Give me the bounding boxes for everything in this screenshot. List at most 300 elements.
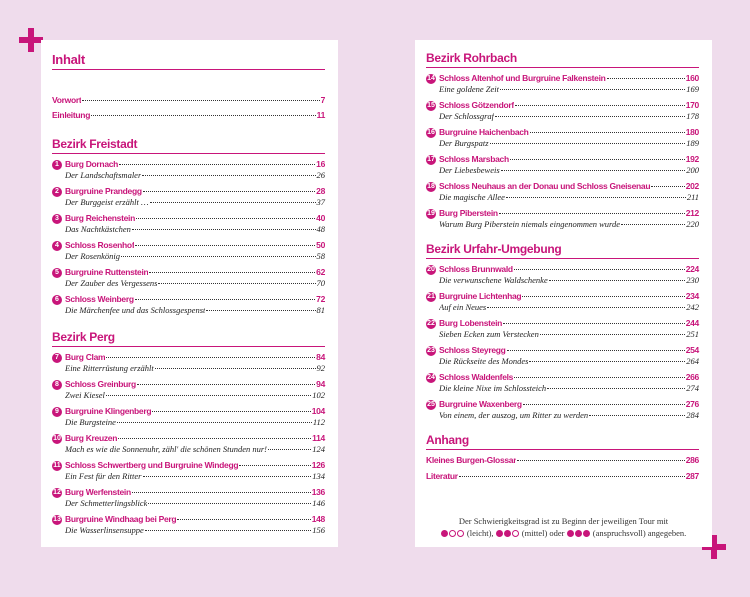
section-title: Bezirk Perg [52, 330, 115, 344]
toc-entry[interactable] [426, 399, 699, 421]
legend-hard: (anspruchsvoll) angegeben. [592, 528, 687, 538]
tour-number-badge: 13 [53, 516, 61, 523]
story-page: 211 [686, 192, 699, 202]
left-page [41, 40, 338, 547]
entry-line [65, 460, 325, 471]
entry-page: 136 [311, 487, 325, 497]
story-title: Mach es wie die Sonnenuhr, zähl' die schönen Stunden nur! [65, 444, 268, 454]
toc-entry[interactable] [52, 213, 325, 235]
toc-entry[interactable] [52, 487, 325, 509]
dot-leader [145, 530, 311, 531]
entry-title: Burgruine Windhaag bei Perg [65, 514, 177, 524]
story-page: 70 [316, 278, 325, 288]
story-title: Warum Burg Piberstein niemals eingenommen wurde [439, 219, 621, 229]
story-line [439, 165, 699, 176]
dot-leader [148, 503, 311, 504]
story-line [439, 192, 699, 203]
story-page: 178 [686, 111, 699, 121]
tour-number-badge: 16 [427, 129, 435, 136]
toc-entry[interactable] [426, 100, 699, 122]
dot-leader [495, 116, 685, 117]
toc-entry[interactable] [52, 186, 325, 208]
legend-intro: Der Schwierigkeitsgrad ist zu Beginn der jeweiligen Tour mit [458, 516, 669, 526]
entry-page: 234 [685, 291, 699, 301]
tour-number-badge: 22 [427, 320, 435, 327]
toc-entry[interactable] [426, 264, 699, 286]
difficulty-easy-icon [441, 528, 465, 538]
legend-easy: (leicht), [466, 528, 494, 538]
appendix-title: Anhang [426, 433, 469, 447]
story-title: Die verwunschene Waldschenke [439, 275, 548, 285]
toc-entry[interactable] [52, 294, 325, 316]
entry-title: Burgruine Lichtenhag [439, 291, 522, 301]
entry-title: Schloss Schwertberg und Burgruine Windegg [65, 460, 239, 470]
dot-leader [135, 299, 315, 300]
toc-entry[interactable] [52, 159, 325, 181]
toc-entry[interactable] [52, 352, 325, 374]
difficulty-hard-icon [567, 528, 591, 538]
entry-page: 266 [685, 372, 699, 382]
story-line [65, 251, 325, 262]
entry-title: Schloss Götzendorf [439, 100, 514, 110]
entry-page: 114 [312, 433, 325, 443]
story-line [65, 363, 325, 374]
entry-line [65, 352, 325, 363]
section-title: Bezirk Urfahr-Umgebung [426, 242, 562, 256]
story-line [439, 84, 699, 95]
entry-page: 28 [316, 186, 325, 196]
story-line [65, 305, 325, 316]
tour-number-badge: 9 [52, 407, 62, 417]
plus-decoration-top-left [19, 28, 43, 52]
story-page: 37 [316, 197, 325, 207]
story-title: Die Rückseite des Mondes [439, 356, 529, 366]
legend-medium: (mittel) oder [521, 528, 565, 538]
difficulty-legend [426, 515, 701, 539]
story-line [439, 302, 699, 313]
story-line [65, 197, 325, 208]
right-sections [426, 51, 699, 421]
dot-leader [507, 350, 685, 351]
dot-leader [607, 78, 685, 79]
toc-entry[interactable] [52, 460, 325, 482]
dot-leader [490, 143, 686, 144]
story-line [439, 329, 699, 340]
entry-page: 40 [316, 213, 325, 223]
dot-leader [136, 218, 315, 219]
story-line [65, 278, 325, 289]
entry-page: 72 [316, 294, 325, 304]
dot-leader [91, 115, 316, 116]
story-line [65, 444, 325, 455]
tour-number-badge: 12 [53, 489, 61, 496]
entry-title: Burgruine Haichenbach [439, 127, 529, 137]
entry-title: Schloss Greinburg [65, 379, 136, 389]
story-page: 274 [686, 383, 699, 393]
appendix-section [426, 433, 699, 482]
entry-page: 180 [685, 127, 699, 137]
dot-leader [523, 404, 685, 405]
tour-number-badge: 10 [53, 435, 61, 442]
entry-line [439, 154, 699, 165]
toc-section [426, 242, 699, 421]
dot-leader [501, 170, 686, 171]
tour-number-badge: 11 [53, 462, 61, 469]
entry-page: 287 [685, 471, 699, 481]
entry-page: 16 [316, 159, 325, 169]
toc-entry[interactable] [52, 240, 325, 262]
dot-leader [503, 323, 685, 324]
section-rule [52, 153, 325, 154]
toc-entry[interactable] [52, 379, 325, 401]
entry-title: Schloss Altenhof und Burgruine Falkenstein [439, 73, 606, 83]
entry-line [439, 264, 699, 275]
tour-number-badge: 2 [52, 187, 62, 197]
right-page [415, 40, 712, 547]
entry-line [439, 372, 699, 383]
entry-page: 11 [316, 110, 325, 120]
toc-entry[interactable] [426, 181, 699, 203]
entry-line [65, 433, 325, 444]
toc-entry[interactable] [52, 110, 325, 121]
dot-leader [158, 283, 315, 284]
entry-title: Burg Kreuzen [65, 433, 118, 443]
dot-leader [510, 159, 685, 160]
story-title: Der Burgspatz [439, 138, 489, 148]
entry-line [65, 514, 325, 525]
story-title: Der Schmetterlingsblick [65, 498, 148, 508]
dot-leader [487, 307, 685, 308]
story-title: Der Landschaftsmaler [65, 170, 142, 180]
toc-entry[interactable] [426, 154, 699, 176]
tour-number-badge: 8 [52, 380, 62, 390]
story-line [439, 410, 699, 421]
entry-title: Schloss Neuhaus an der Donau und Schloss Gneisenau [439, 181, 651, 191]
entry-line [65, 406, 325, 417]
story-title: Der Schlossgraf [439, 111, 495, 121]
story-page: 284 [686, 410, 699, 420]
section-title: Bezirk Freistadt [52, 137, 138, 151]
entry-title: Burg Werfenstein [65, 487, 131, 497]
section-rule [426, 258, 699, 259]
story-title: Von einem, der auszog, um Ritter zu werden [439, 410, 589, 420]
dot-leader [529, 361, 685, 362]
story-page: 156 [312, 525, 325, 535]
tour-number-badge: 21 [427, 293, 435, 300]
entry-page: 170 [685, 100, 699, 110]
story-title: Eine goldene Zeit [439, 84, 499, 94]
dot-leader [177, 519, 310, 520]
entry-page: 244 [685, 318, 699, 328]
toc-entry[interactable] [426, 73, 699, 95]
dot-leader [132, 492, 311, 493]
entry-page: 160 [685, 73, 699, 83]
entry-page: 212 [685, 208, 699, 218]
tour-number-badge: 23 [427, 347, 435, 354]
entry-line [65, 487, 325, 498]
entry-line [65, 294, 325, 305]
difficulty-medium-icon [496, 528, 520, 538]
toc-section [52, 137, 325, 316]
toc-entry[interactable] [52, 267, 325, 289]
entry-title: Burgruine Prandegg [65, 186, 142, 196]
story-page: 26 [316, 170, 325, 180]
toc-section [426, 51, 699, 230]
dot-leader [150, 202, 316, 203]
entry-title: Burg Dornach [65, 159, 119, 169]
story-line [439, 383, 699, 394]
tour-number-badge: 4 [52, 241, 62, 251]
entry-page: 94 [316, 379, 325, 389]
entry-title: Schloss Waldenfels [439, 372, 514, 382]
story-page: 169 [686, 84, 699, 94]
story-line [439, 275, 699, 286]
tour-number-badge: 3 [52, 214, 62, 224]
story-title: Der Burggeist erzählt … [65, 197, 149, 207]
section-rule [426, 67, 699, 68]
entry-title: Schloss Rosenhof [65, 240, 135, 250]
toc-entry[interactable] [426, 318, 699, 340]
tour-number-badge: 6 [52, 295, 62, 305]
appendix-list [426, 455, 699, 482]
toc-entry[interactable] [52, 514, 325, 536]
tour-number-badge: 14 [427, 75, 435, 82]
dot-leader [149, 272, 315, 273]
tour-number-badge: 20 [427, 266, 435, 273]
toc-entry[interactable] [52, 433, 325, 455]
entry-title: Kleines Burgen-Glossar [426, 455, 517, 465]
toc-entry[interactable] [426, 208, 699, 230]
toc-entry[interactable] [426, 345, 699, 367]
story-title: Der Liebesbeweis [439, 165, 500, 175]
dot-leader [121, 256, 315, 257]
dot-leader [517, 460, 684, 461]
story-page: 48 [316, 224, 325, 234]
entry-page: 286 [685, 455, 699, 465]
entry-page: 62 [316, 267, 325, 277]
entry-page: 7 [320, 95, 325, 105]
entry-line [65, 186, 325, 197]
story-line [65, 224, 325, 235]
entry-title: Einleitung [52, 110, 91, 120]
tour-number-badge: 25 [427, 401, 435, 408]
story-line [439, 356, 699, 367]
dot-leader [547, 388, 685, 389]
entry-page: 104 [311, 406, 325, 416]
entry-line [439, 318, 699, 329]
story-line [65, 525, 325, 536]
entry-title: Burg Reichenstein [65, 213, 135, 223]
dot-leader [132, 229, 316, 230]
dot-leader [530, 132, 685, 133]
story-line [65, 170, 325, 181]
story-page: 200 [686, 165, 699, 175]
tour-number-badge: 1 [52, 160, 62, 170]
entry-line [439, 73, 699, 84]
story-title: Auf ein Neues [439, 302, 487, 312]
story-title: Eine Ritterrüstung erzählt [65, 363, 154, 373]
toc-entry[interactable] [426, 372, 699, 394]
story-title: Das Nachtkästchen [65, 224, 131, 234]
story-line [65, 471, 325, 482]
entry-title: Burgruine Klingenberg [65, 406, 152, 416]
dot-leader [135, 245, 315, 246]
story-line [439, 138, 699, 149]
toc-entry[interactable] [426, 127, 699, 149]
dot-leader [651, 186, 684, 187]
entry-line [52, 110, 325, 121]
story-title: Die Wasserlinsensuppe [65, 525, 144, 535]
story-page: 189 [686, 138, 699, 148]
toc-entry[interactable] [426, 291, 699, 313]
story-title: Die Märchenfee und das Schlossgespenst [65, 305, 206, 315]
entry-line [439, 208, 699, 219]
dot-leader [459, 476, 685, 477]
entry-line [439, 100, 699, 111]
tour-number-badge: 19 [427, 210, 435, 217]
dot-leader [589, 415, 685, 416]
dot-leader [106, 357, 315, 358]
left-sections [52, 137, 325, 536]
dot-leader [500, 89, 685, 90]
dot-leader [118, 438, 311, 439]
dot-leader [540, 334, 685, 335]
entry-title: Burgruine Ruttenstein [65, 267, 149, 277]
story-page: 146 [312, 498, 325, 508]
story-title: Die magische Allee [439, 192, 505, 202]
entry-page: 148 [311, 514, 325, 524]
tour-number-badge: 15 [427, 102, 435, 109]
entry-line [65, 240, 325, 251]
dot-leader [522, 296, 684, 297]
title-rule [52, 69, 325, 70]
story-title: Der Rosenkönig [65, 251, 121, 261]
dot-leader [143, 191, 315, 192]
story-page: 81 [316, 305, 325, 315]
dot-leader [514, 269, 685, 270]
section-title: Bezirk Rohrbach [426, 51, 517, 65]
tour-number-badge: 17 [427, 156, 435, 163]
entry-title: Burg Lobenstein [439, 318, 503, 328]
entry-page: 202 [685, 181, 699, 191]
entry-title: Vorwort [52, 95, 82, 105]
entry-line [65, 213, 325, 224]
toc-entry[interactable] [426, 455, 699, 466]
story-page: 251 [686, 329, 699, 339]
dot-leader [515, 105, 685, 106]
story-page: 264 [686, 356, 699, 366]
story-page: 230 [686, 275, 699, 285]
entry-line [52, 95, 325, 106]
entry-page: 126 [311, 460, 325, 470]
dot-leader [621, 224, 685, 225]
entry-line [439, 291, 699, 302]
story-page: 220 [686, 219, 699, 229]
entry-line [439, 399, 699, 410]
entry-line [439, 181, 699, 192]
entry-line [426, 455, 699, 466]
story-line [65, 417, 325, 428]
contents-title: Inhalt [52, 52, 85, 67]
entry-title: Literatur [426, 471, 458, 481]
entry-page: 276 [685, 399, 699, 409]
dot-leader [142, 175, 315, 176]
dot-leader [155, 368, 316, 369]
dot-leader [514, 377, 685, 378]
entry-title: Schloss Marsbach [439, 154, 509, 164]
entry-page: 254 [685, 345, 699, 355]
entry-title: Burg Piberstein [439, 208, 498, 218]
dot-leader [206, 310, 315, 311]
entry-title: Schloss Brunnwald [439, 264, 513, 274]
dot-leader [143, 476, 312, 477]
story-line [439, 219, 699, 230]
entry-line [439, 345, 699, 356]
tour-number-badge: 18 [427, 183, 435, 190]
dot-leader [119, 164, 315, 165]
story-title: Der Zauber des Vergessens [65, 278, 158, 288]
entry-page: 84 [316, 352, 325, 362]
entry-title: Burg Clam [65, 352, 106, 362]
entry-title: Burgruine Waxenberg [439, 399, 522, 409]
tour-number-badge: 24 [427, 374, 435, 381]
story-title: Die Burgsteine [65, 417, 116, 427]
toc-entry[interactable] [52, 406, 325, 428]
dot-leader [117, 422, 312, 423]
entry-title: Schloss Weinberg [65, 294, 134, 304]
story-line [65, 498, 325, 509]
entry-line [439, 127, 699, 138]
entry-line [65, 379, 325, 390]
dot-leader [239, 465, 310, 466]
story-title: Die kleine Nixe im Schlossteich [439, 383, 547, 393]
dot-leader [82, 100, 319, 101]
dot-leader [106, 395, 311, 396]
story-title: Zwei Kiesel [65, 390, 105, 400]
story-line [65, 390, 325, 401]
tour-number-badge: 5 [52, 268, 62, 278]
toc-entry[interactable] [52, 95, 325, 106]
entry-line [426, 471, 699, 482]
entry-page: 50 [316, 240, 325, 250]
dot-leader [152, 411, 310, 412]
tour-number-badge: 7 [52, 353, 62, 363]
dot-leader [506, 197, 686, 198]
story-page: 242 [686, 302, 699, 312]
toc-section [52, 330, 325, 536]
entry-line [65, 267, 325, 278]
entry-line [65, 159, 325, 170]
story-page: 102 [312, 390, 325, 400]
story-line [439, 111, 699, 122]
story-page: 124 [312, 444, 325, 454]
story-title: Ein Fest für den Ritter [65, 471, 142, 481]
front-matter-list [52, 95, 325, 121]
story-page: 92 [316, 363, 325, 373]
entry-page: 224 [685, 264, 699, 274]
section-rule [52, 346, 325, 347]
story-title: Sieben Ecken zum Verstecken [439, 329, 539, 339]
dot-leader [499, 213, 685, 214]
toc-entry[interactable] [426, 471, 699, 482]
section-rule [426, 449, 699, 450]
dot-leader [549, 280, 686, 281]
story-page: 134 [312, 471, 325, 481]
story-page: 112 [312, 417, 325, 427]
story-page: 58 [316, 251, 325, 261]
entry-page: 192 [685, 154, 699, 164]
entry-title: Schloss Steyregg [439, 345, 506, 355]
